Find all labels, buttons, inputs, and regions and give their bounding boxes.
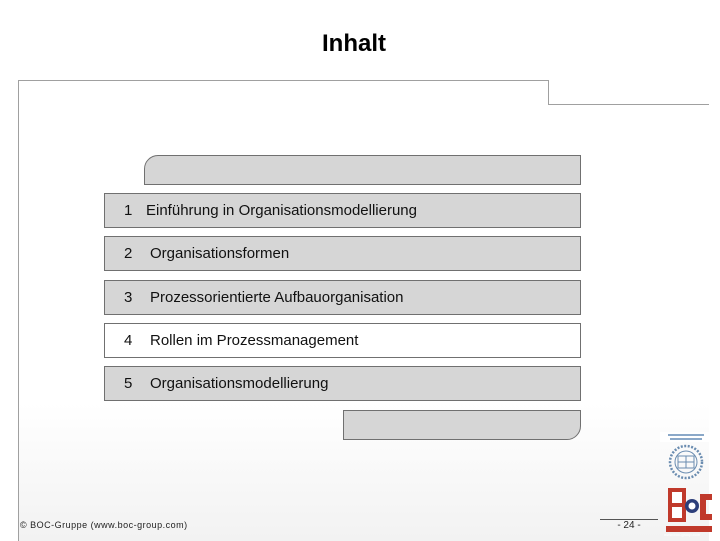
agenda-tab-bottom [343, 410, 581, 440]
agenda-item-number: 3 [124, 289, 133, 306]
agenda-item-label: Organisationsformen [150, 245, 290, 262]
agenda-item-label: Rollen im Prozessmanagement [150, 332, 359, 349]
boc-logo-url: www.boc-group.com [664, 532, 701, 537]
agenda-item-label: Einführung in Organisationsmodellierung [146, 202, 417, 219]
frame-notch [548, 80, 709, 105]
university-logo [654, 432, 718, 480]
boc-logo [664, 484, 714, 536]
agenda-item[interactable] [104, 280, 581, 315]
agenda-item-number: 5 [124, 375, 133, 392]
agenda-item[interactable] [104, 366, 581, 401]
copyright-text: © BOC-Gruppe (www.boc-group.com) [20, 520, 188, 530]
agenda-item-number: 1 [124, 202, 133, 219]
agenda-item-label: Prozessorientierte Aufbauorganisation [150, 289, 404, 306]
agenda-item-active[interactable] [104, 323, 581, 358]
agenda-tab-top [144, 155, 581, 185]
agenda-item[interactable] [104, 236, 581, 271]
agenda-item-label: Organisationsmodellierung [150, 375, 329, 392]
agenda-item[interactable] [104, 193, 581, 228]
agenda-item-number: 4 [124, 332, 133, 349]
page-number: - 24 - [600, 519, 658, 531]
agenda-item-number: 2 [124, 245, 133, 262]
slide-title: Inhalt [322, 30, 386, 57]
